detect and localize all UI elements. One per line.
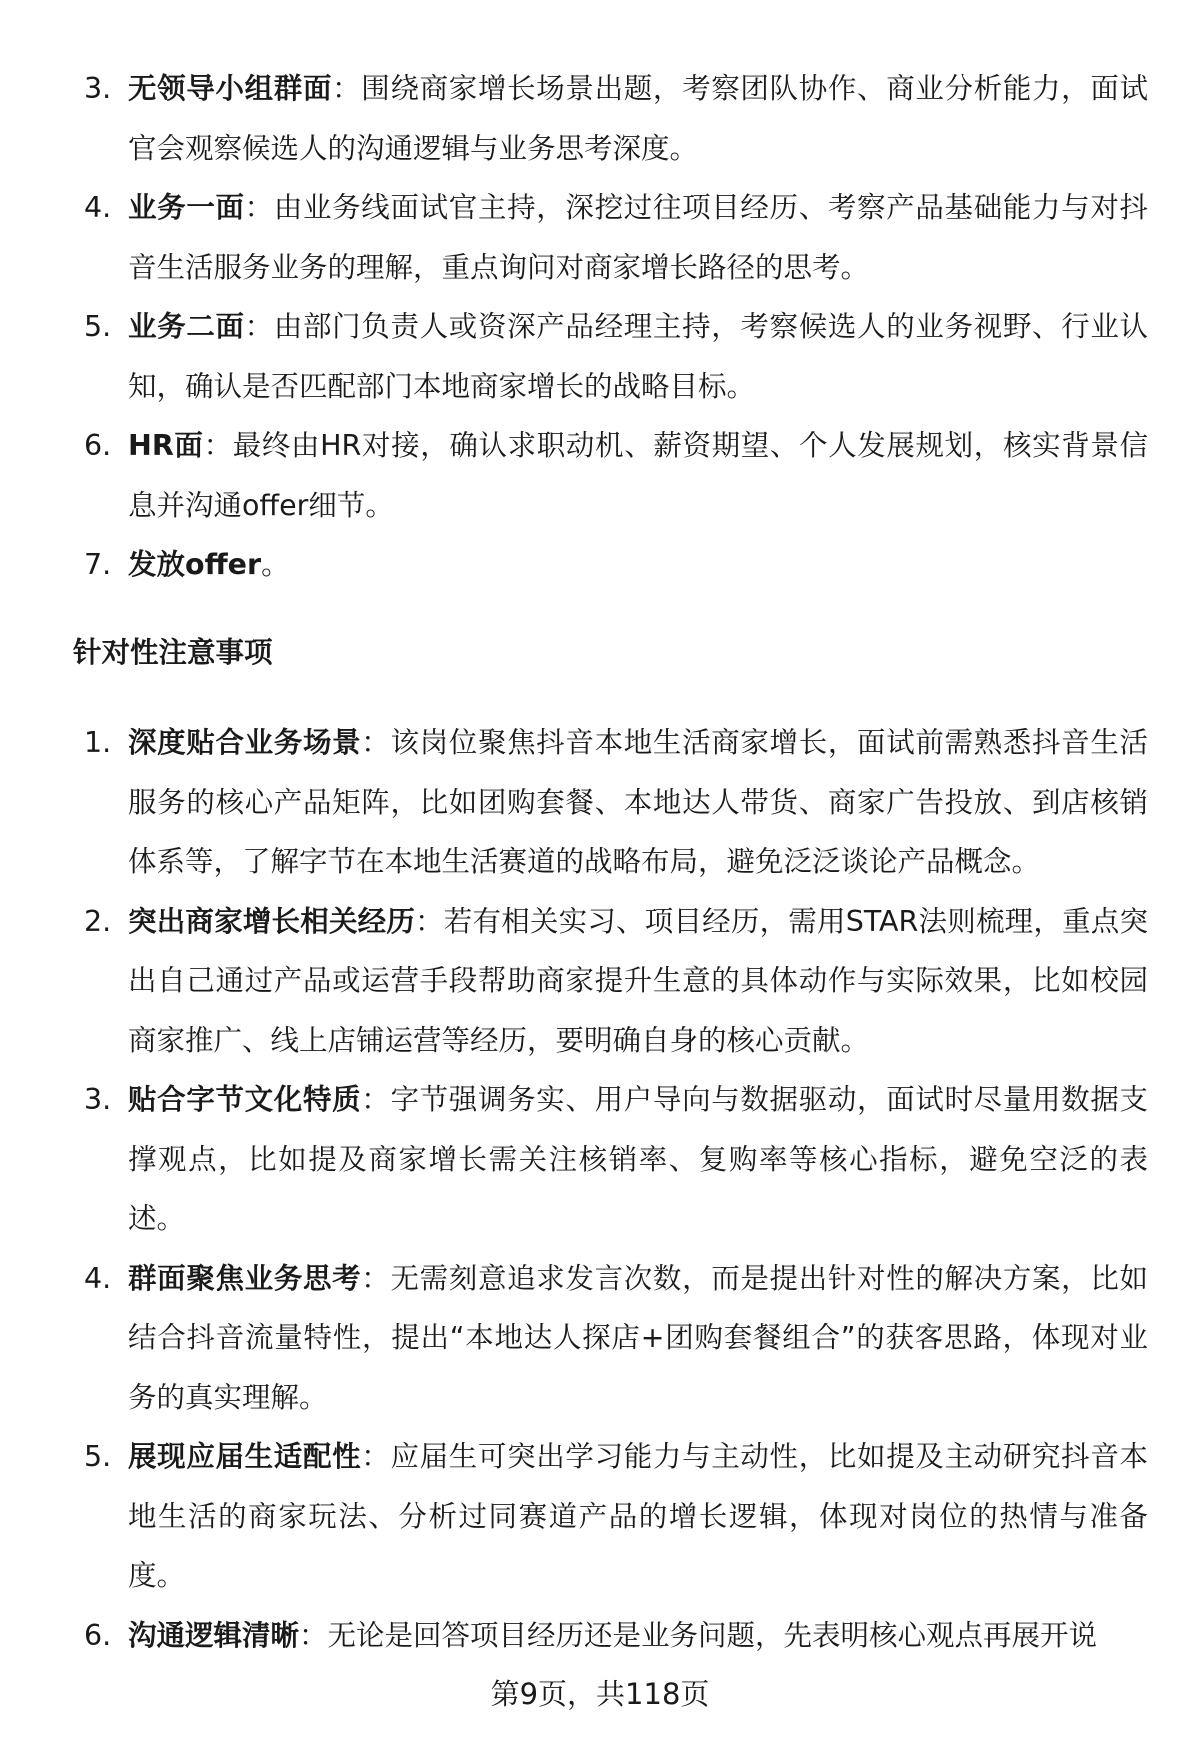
item-number: 5. (84, 1440, 112, 1473)
interview-process-list (0, 59, 1200, 595)
list-item (0, 297, 1148, 416)
item-title: 深度贴合业务场景 (128, 726, 362, 759)
item-number: 3. (84, 72, 112, 105)
item-title: 发放offer (128, 548, 262, 581)
item-number: 4. (84, 191, 112, 224)
item-text: ：最终由HR对接，确认求职动机、薪资期望、个人发展规划，核实背景信息并沟通offer细节。 (128, 429, 1148, 522)
list-item (0, 59, 1148, 178)
item-text: ：若有相关实习、项目经历，需用STAR法则梳理，重点突出自己通过产品或运营手段帮助商家提升生意的具体动作与实际效果，比如校园商家推广、线上店铺运营等经历，要明确自身的核心贡献。 (128, 904, 1148, 1057)
item-title: 业务一面 (128, 191, 245, 224)
item-number: 2. (84, 904, 112, 938)
item-title: 无领导小组群面 (128, 72, 333, 105)
item-number: 1. (84, 726, 112, 759)
item-title: 贴合字节文化特质 (128, 1083, 362, 1116)
item-title: 沟通逻辑清晰 (128, 1618, 300, 1652)
list-item (0, 1070, 1148, 1249)
item-text: ：应届生可突出学习能力与主动性，比如提及主动研究抖音本地生活的商家玩法、分析过同赛道产品的增长逻辑，体现对岗位的热情与准备度。 (128, 1440, 1148, 1592)
tips-list (0, 713, 1200, 1665)
list-item (0, 416, 1148, 535)
item-text: ：该岗位聚焦抖音本地生活商家增长，面试前需熟悉抖音生活服务的核心产品矩阵，比如团购套餐、本地达人带货、商家广告投放、到店核销体系等，了解字节在本地生活赛道的战略布局，避免泛泛谈论产品概念。 (128, 726, 1148, 878)
item-number: 6. (84, 1618, 112, 1652)
item-text: ：由部门负责人或资深产品经理主持，考察候选人的业务视野、行业认知，确认是否匹配部门本地商家增长的战略目标。 (128, 310, 1148, 403)
item-title: 展现应届生适配性 (128, 1440, 362, 1473)
item-text: ：围绕商家增长场景出题，考察团队协作、商业分析能力，面试官会观察候选人的沟通逻辑与业务思考深度。 (128, 72, 1148, 165)
list-item (0, 535, 1148, 595)
item-number: 3. (84, 1083, 112, 1116)
item-number: 4. (84, 1261, 112, 1295)
list-item (0, 1427, 1148, 1606)
list-item (0, 892, 1148, 1071)
list-item (0, 178, 1148, 297)
list-item (0, 713, 1148, 892)
list-item (0, 1606, 1148, 1666)
item-text: 。 (261, 548, 290, 581)
item-number: 6. (84, 429, 112, 462)
page-number-footer: 第9页，共118页 (490, 1677, 710, 1711)
item-title: HR面 (128, 429, 204, 462)
item-title: 业务二面 (128, 310, 245, 343)
item-title: 突出商家增长相关经历 (128, 904, 416, 938)
item-text: ：由业务线面试官主持，深挖过往项目经历、考察产品基础能力与对抖音生活服务业务的理解，重点询问对商家增长路径的思考。 (128, 191, 1148, 284)
section-heading: 针对性注意事项 (73, 636, 273, 669)
item-text: ：无需刻意追求发言次数，而是提出针对性的解决方案，比如结合抖音流量特性，提出“本地达人探店+团购套餐组合”的获客思路，体现对业务的真实理解。 (128, 1261, 1148, 1414)
list-item (0, 1249, 1148, 1428)
item-number: 7. (84, 548, 112, 581)
item-text: ：字节强调务实、用户导向与数据驱动，面试时尽量用数据支撑观点，比如提及商家增长需关注核销率、复购率等核心指标，避免空泛的表述。 (128, 1083, 1148, 1235)
item-number: 5. (84, 310, 112, 343)
item-text: ：无论是回答项目经历还是业务问题，先表明核心观点再展开说 (299, 1618, 1098, 1652)
item-title: 群面聚焦业务思考 (128, 1261, 362, 1295)
